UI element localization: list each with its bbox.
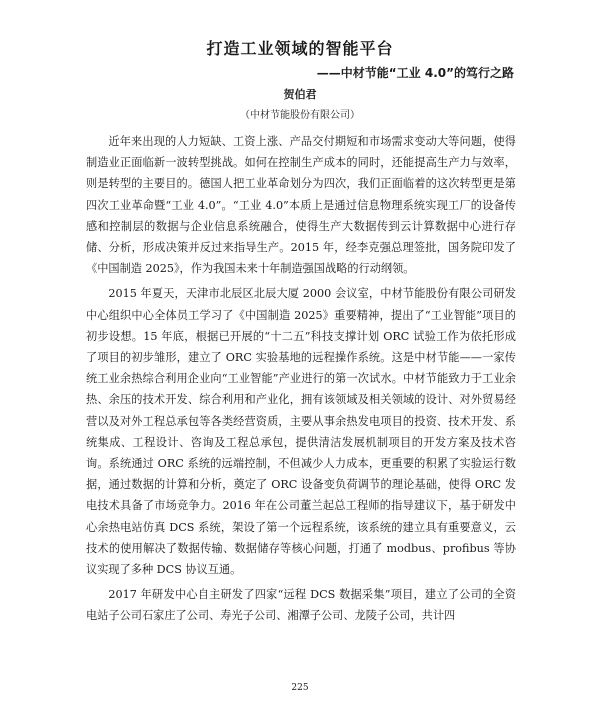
article-subtitle: ——中材节能“工业 4.0”的笃行之路 — [316, 66, 514, 80]
author-name: 贺伯君 — [283, 88, 317, 101]
article-body — [86, 131, 516, 631]
paragraph-1: 近年来出现的人力短缺、工资上涨、产品交付期短和市场需求变动大等问题，使得制造业正面临新一波转型挑战。如何在控制生产成本的同时，还能提高生产力与效率，则是转型的主要目的。德国人把工业革命划分为四次，我们正面临着的这次转型更是第四次工业革命暨“工业 4.0”。“工业 4.0”本质上是通过信息物理系统实现工厂的设备传感和控制层的数据与企业信息系统融合，使得生产大数据传到云计算数据中心进行存储、分析，形成决策并反过来指导生产。2015 年，经李克强总理签批，国务院印发了《中国制造 2025》，作为我国未来十年制造强国战略的行动纲领。 — [86, 135, 516, 276]
page-number: 225 — [291, 683, 309, 693]
paragraph-3: 2017 年研发中心自主研发了四家“远程 DCS 数据采集”项目，建立了公司的全资电站子公司石家庄了公司、寿光子公司、湘潭子公司、龙陵子公司，共计四 — [86, 588, 516, 623]
paragraph-2: 2015 年夏天，天津市北辰区北辰大厦 2000 会议室，中材节能股份有限公司研发中心组织中心全体员工学习了《中国制造 2025》重要精神，提出了“工业智能”项目的初步设想。15 年底，根据已开展的“十二五”科技支撑计划 ORC 试验工作为依托形成了项目的初步雏形，建立了 ORC 实验基地的远程操作系统。这是中材节能——一家传统工业余热综合利用企业向“工业智能”产业进行的第一次试水。中材节能致力于工业余热、余压的技术开发、综合利用和产业化，拥有该领域及相关领域的设计、对外贸易经营以及对外工程总承包等各类经营资质，主要从事余热发电项目的投资、技术开发、系统集成、工程设计、咨询及工程总承包，提供清洁发展机制项目的开发方案及技术咨询。系统通过 ORC 系统的远端控制，不但减少人力成本，更重要的积累了实验运行数据，通过数据的计算和分析，奠定了 ORC 设备变负荷调节的理论基础，使得 ORC 发电技术具备了市场竞争力。2016 年在公司董兰起总工程师的指导建议下，基于研发中心余热电站仿真 DCS 系统，架设了第一个远程系统，该系统的建立具有重要意义，云技术的使用解决了数据传输、数据储存等核心问题，打通了 modbus、profibus 等协议实现了多种 DCS 协议互通。 — [86, 287, 516, 577]
author-affiliation: （中材节能股份有限公司） — [240, 110, 360, 121]
article-title: 打造工业领域的智能平台 — [206, 39, 394, 58]
